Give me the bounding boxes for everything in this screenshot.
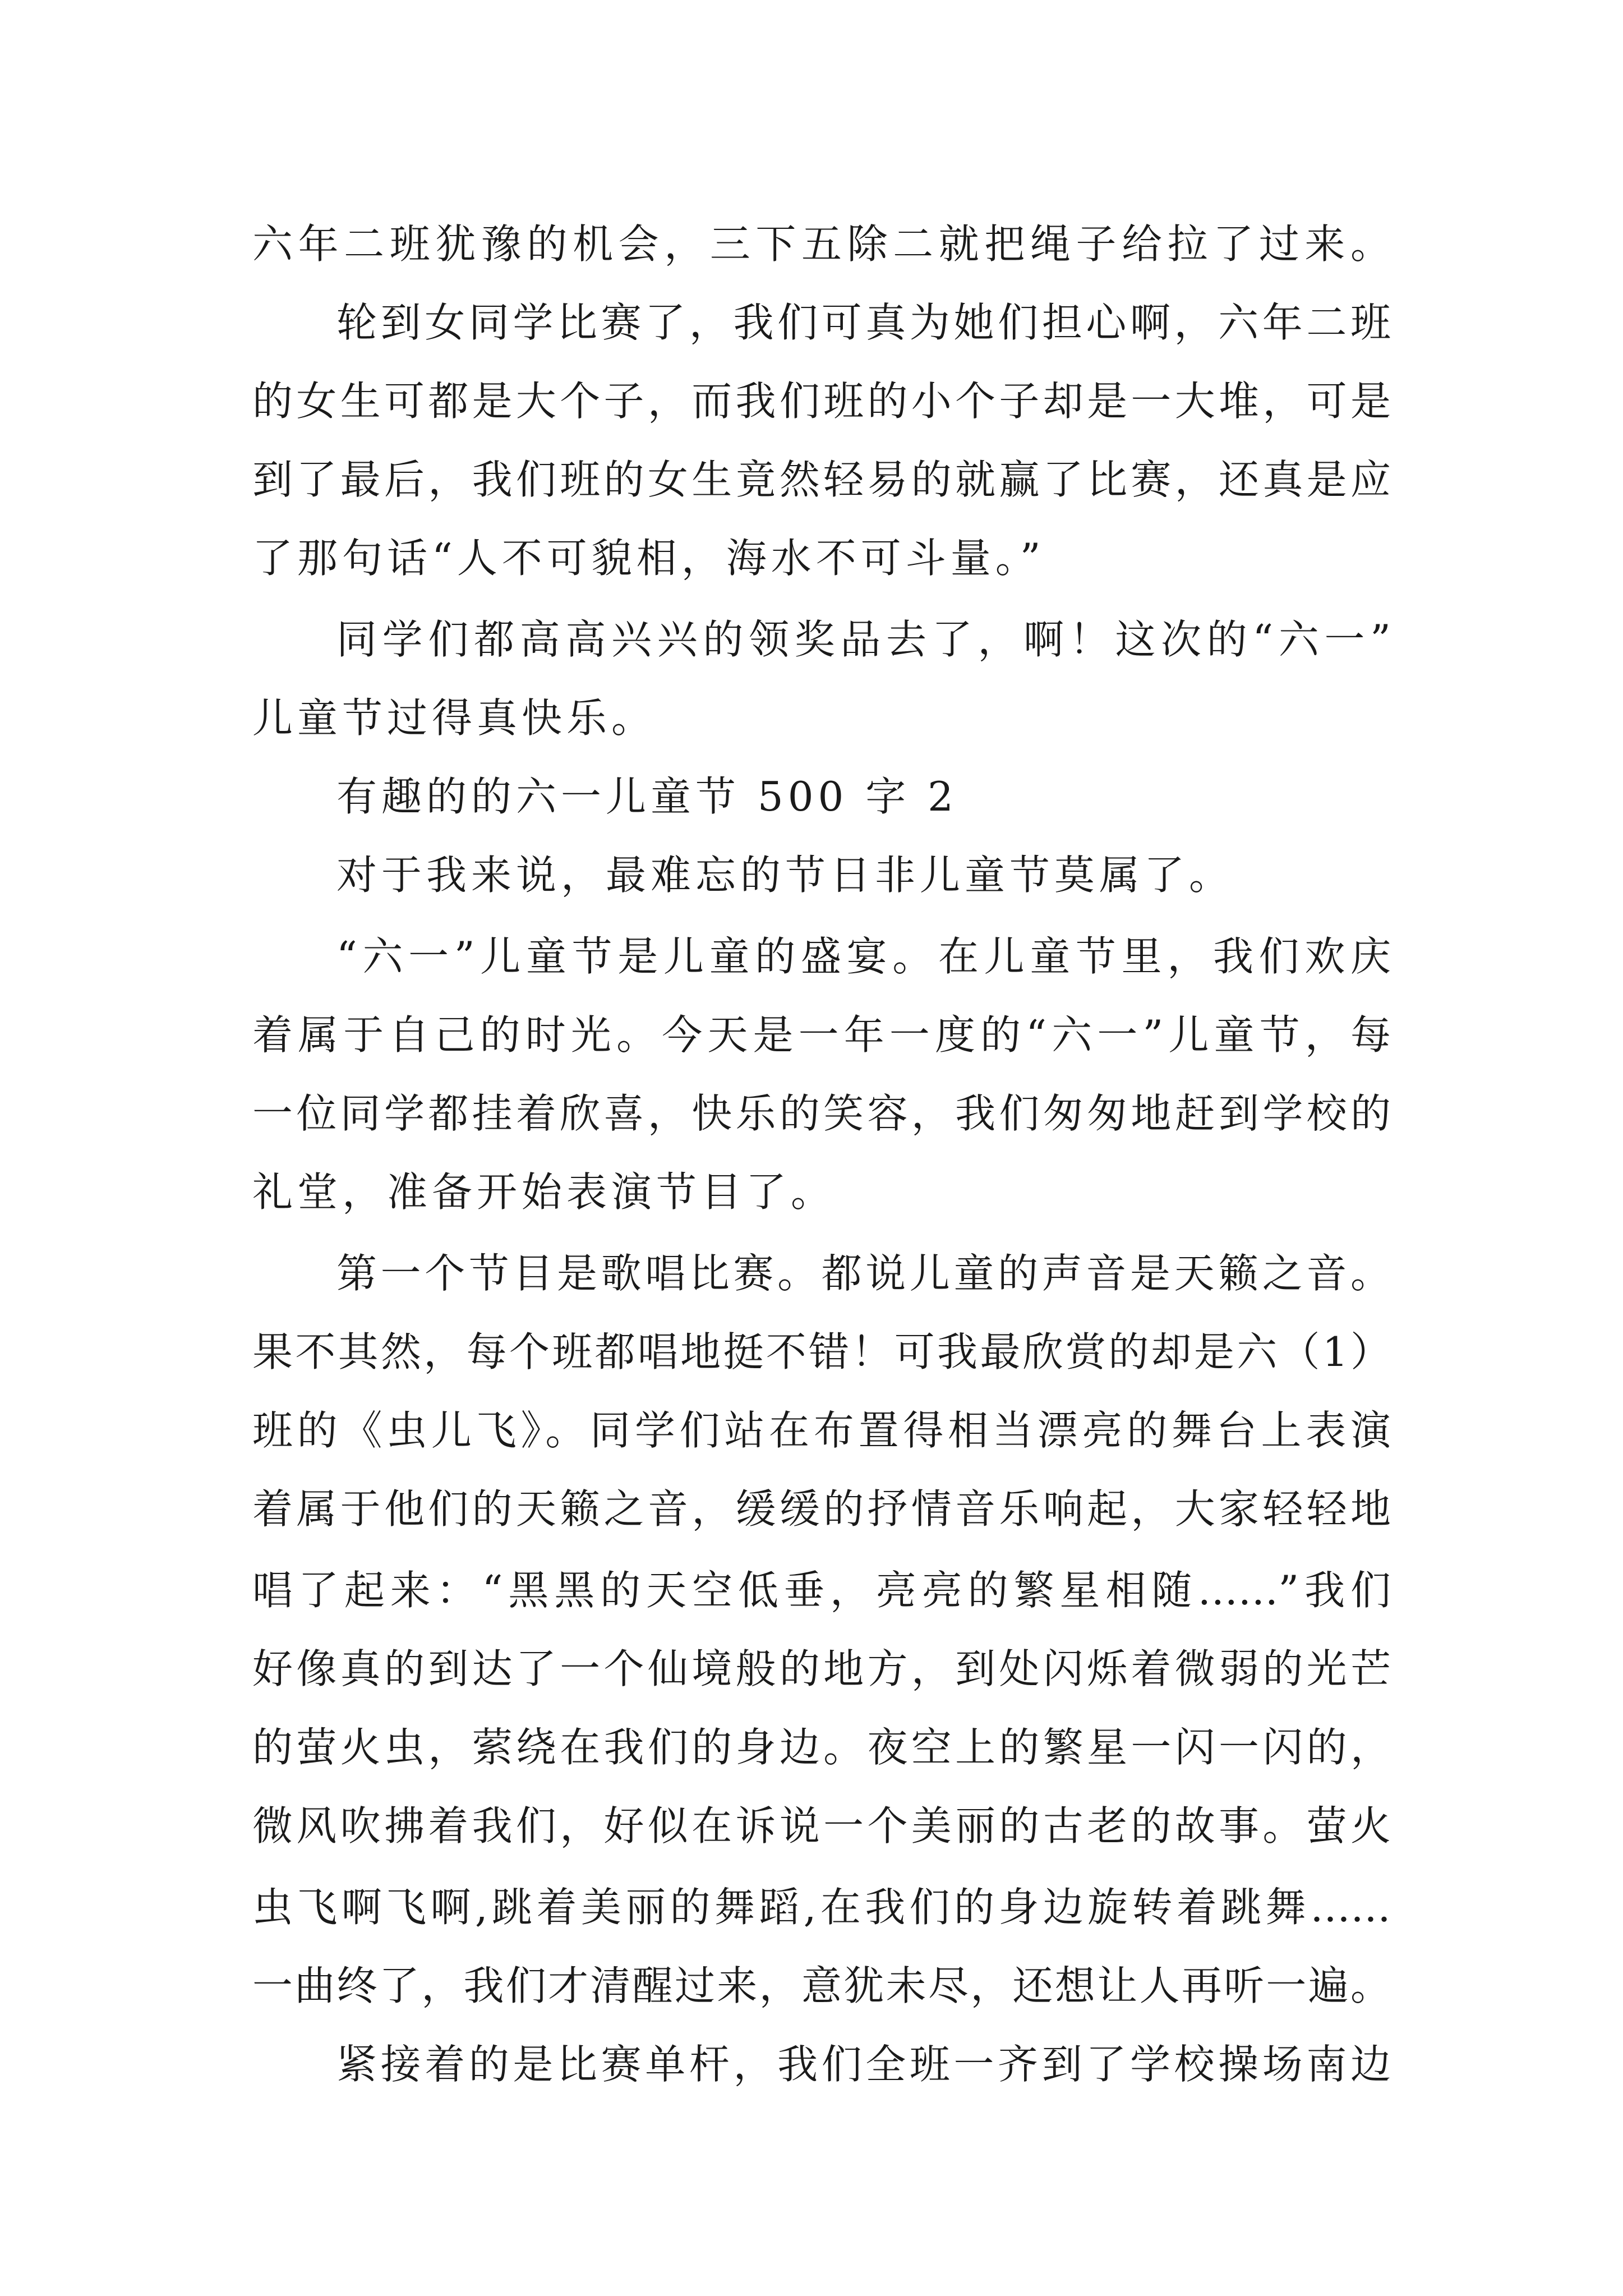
text-line: 班的《虫儿飞》。同学们站在布置得相当漂亮的舞台上表演 (252, 1407, 1391, 1454)
text-line: 着属于他们的天籁之音，缓缓的抒情音乐响起，大家轻轻地 (252, 1485, 1391, 1533)
text-line: 一位同学都挂着欣喜，快乐的笑容，我们匆匆地赶到学校的 (252, 1090, 1391, 1137)
text-line: 唱了起来：“黑黑的天空低垂，亮亮的繁星相随……”我们 (252, 1567, 1391, 1614)
text-line: 的萤火虫，萦绕在我们的身边。夜空上的繁星一闪一闪的， (252, 1724, 1391, 1771)
paragraph-start-line: 第一个节目是歌唱比赛。都说儿童的声音是天籁之音。 (336, 1250, 1391, 1297)
text-line: 的女生可都是大个子，而我们班的小个子却是一大堆，可是 (252, 378, 1391, 425)
section-heading: 有趣的的六一儿童节 500 字 2 (336, 773, 958, 820)
text-line: 到了最后，我们班的女生竟然轻易的就赢了比赛，还真是应 (252, 456, 1391, 503)
text-line: 果不其然，每个班都唱地挺不错！可我最欣赏的却是六（1） (252, 1328, 1391, 1375)
text-line: 好像真的到达了一个仙境般的地方，到处闪烁着微弱的光芒 (252, 1645, 1391, 1692)
text-line: 一曲终了，我们才清醒过来，意犹未尽，还想让人再听一遍。 (252, 1962, 1391, 2009)
paragraph-start-line: 对于我来说，最难忘的节日非儿童节莫属了。 (336, 852, 1234, 899)
paragraph-start-line: 轮到女同学比赛了，我们可真为她们担心啊，六年二班 (336, 299, 1391, 346)
text-line: 礼堂，准备开始表演节目了。 (252, 1168, 836, 1216)
paragraph-start-line: “六一”儿童节是儿童的盛宴。在儿童节里，我们欢庆 (336, 933, 1391, 980)
paragraph-start-line: 紧接着的是比赛单杆，我们全班一齐到了学校操场南边 (336, 2041, 1391, 2088)
text-line: 虫飞啊飞啊,跳着美丽的舞蹈,在我们的身边旋转着跳舞…… (252, 1884, 1391, 1931)
text-line: 了那句话“人不可貌相，海水不可斗量。” (252, 535, 1045, 582)
paragraph-start-line: 同学们都高高兴兴的领奖品去了，啊！这次的“六一” (336, 616, 1391, 663)
text-line: 微风吹拂着我们，好似在诉说一个美丽的古老的故事。萤火 (252, 1802, 1391, 1849)
text-line: 着属于自己的时光。今天是一年一度的“六一”儿童节，每 (252, 1011, 1391, 1059)
text-line: 儿童节过得真快乐。 (252, 694, 657, 742)
text-line: 六年二班犹豫的机会，三下五除二就把绳子给拉了过来。 (252, 220, 1391, 268)
